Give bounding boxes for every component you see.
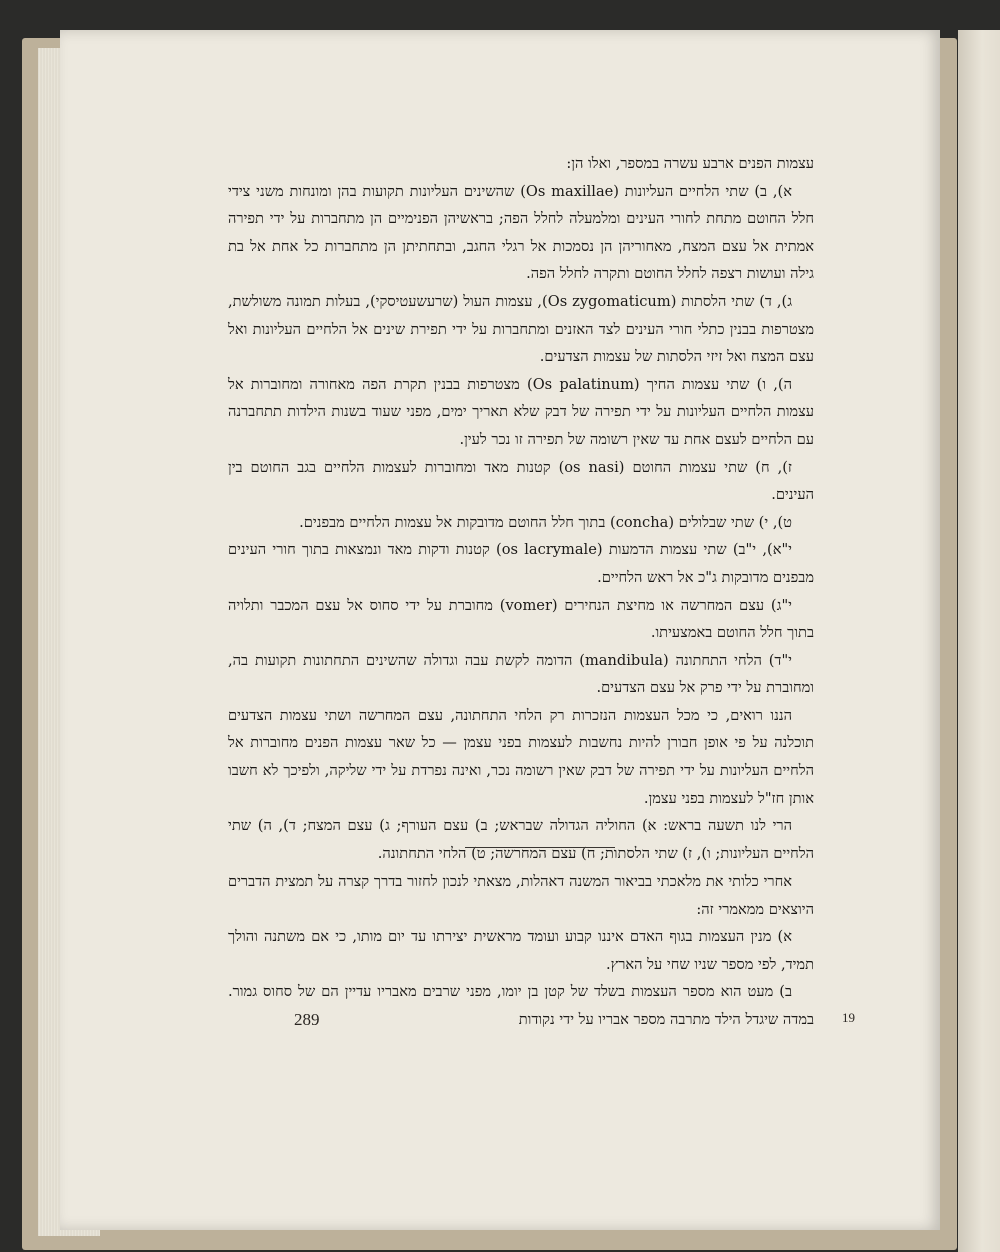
paragraph: א), ב) שתי הלחיים העליונות (Os maxillae) שהשינים העליונות תקועות בהן ומונחות משני צידי חלל החוטם מתחת לחורי העינים ומלמעלה לחלל הפה; בראשיהן הפנימיים הן מתחברות על ידי תפירה אמתית אל עצם המצח, מאחוריהן הן נסמכות אל רגלי החגב, ובתחתיתן הן מתחברות כל אחת אל בת גילה ועושות רצפה לחלל החוטם ותקרה לחלל הפה. bbox=[228, 182, 814, 283]
paragraph: הרי לנו תשעה בראש: א) החוליה הגדולה שבראש; ב) עצם העורף; ג) עצם המצח; ד), ה) שתי הלחיים העליונות; ו), ז) שתי הלסתות; ח) עצם המחרשה; ט) הלחי התחתונה. bbox=[228, 817, 814, 862]
facing-page-edge bbox=[958, 30, 1000, 1252]
paragraph: ט), י) שתי שבלולים (concha) בתוך חלל החוטם מדובקות אל עצמות הלחיים מבפנים. bbox=[299, 513, 792, 531]
paragraph: הננו רואים, כי מכל העצמות הנזכרות רק הלחי התחתונה, עצם המחרשה ושתי עצמות הצדעים תוכלנה על פי אופן חבורן להיות נחשבות לעצמות בפני עצמן — כל שאר עצמות הפנים מחוברות אל הלחיים העליונות על ידי תפירה של דבק שאין רשומה נכר, ואינה נפרדת על ידי שליקה, ולפיכך לא חשבו אותן חז"ל לעצמות בפני עצמן. bbox=[228, 706, 814, 807]
paragraph: י"ג) עצם המחרשה או מחיצת הנחירים (vomer) מחוברת על ידי סחוס אל עצם המכבר ותלויה בתוך חלל החוטם באמצעיתו. bbox=[228, 596, 814, 642]
intro-line: עצמות הפנים ארבע עשרה במספר, ואלו הן: bbox=[566, 155, 814, 172]
paragraph: אחרי כלותי את מלאכתי בביאור המשנה דאהלות, מצאתי לנכון לחזור בדרך קצרה על תמצית הדברים היוצאים ממאמרי זה: bbox=[228, 873, 814, 918]
page-number: 289 bbox=[294, 1010, 320, 1029]
paragraph: א) מנין העצמות בגוף האדם איננו קבוע ועומד מראשית יצירתו עד יום מותו, כי אם משתנה והולך תמיד, לפי מספר שניו שחי על הארץ. bbox=[228, 928, 814, 973]
paragraph: י"ד) הלחי התחתונה (mandibula) הדומה לקשת עבה וגדולה שהשינים התחתונות תקועות בה, ומחוברת על ידי פרק אל עצם הצדעים. bbox=[228, 651, 814, 697]
paragraph: ה), ו) שתי עצמות החיך (Os palatinum) מצטרפות בבנין תקרת הפה מאחורה ומחוברות אל עצמות הלחיים העליונות על ידי תפירה של דבק שלא תאריך ימים, מפני שעוד בשנות הילדות תתחברנה עם הלחיים לעצם אחת עד שאין רשומה של תפירה זו נכר לעין. bbox=[228, 375, 814, 448]
section-divider bbox=[465, 847, 615, 848]
main-text bbox=[228, 150, 814, 867]
signature-mark: 19 bbox=[842, 1010, 855, 1025]
paragraph: ג), ד) שתי הלסתות (Os zygomaticum), עצמות העול (שרעשעטיסקי), בעלות תמונה משולשת, מצטרפות בבנין כתלי חורי העינים לצד האזנים ומתחברות על ידי תפירת שינים אל הלחיים העליונות ואל עצם המצח ואל זיזי הלסתות של עצמות הצדעים. bbox=[228, 292, 814, 366]
paragraph: ז), ח) שתי עצמות החוטם (os nasi) קטנות מאד ומחוברות לעצמות הלחיים בגב החוטם בין העינים. bbox=[228, 458, 814, 504]
summary-text bbox=[228, 868, 814, 1034]
paragraph: ב) מעט הוא מספר העצמות בשלד של קטן בן יומו, מפני שרבים מאבריו עדיין הם של סחוס גמור. במדה שיגדל הילד מתרבה מספר אבריו על ידי נקודות bbox=[228, 983, 814, 1028]
paragraph: י"א), י"ב) שתי עצמות הדמעות (os lacrymale) קטנות ודקות מאד ונמצאות בתוך חורי העינים מבפנים מדובקות ג"כ אל ראש הלחיים. bbox=[228, 541, 814, 586]
